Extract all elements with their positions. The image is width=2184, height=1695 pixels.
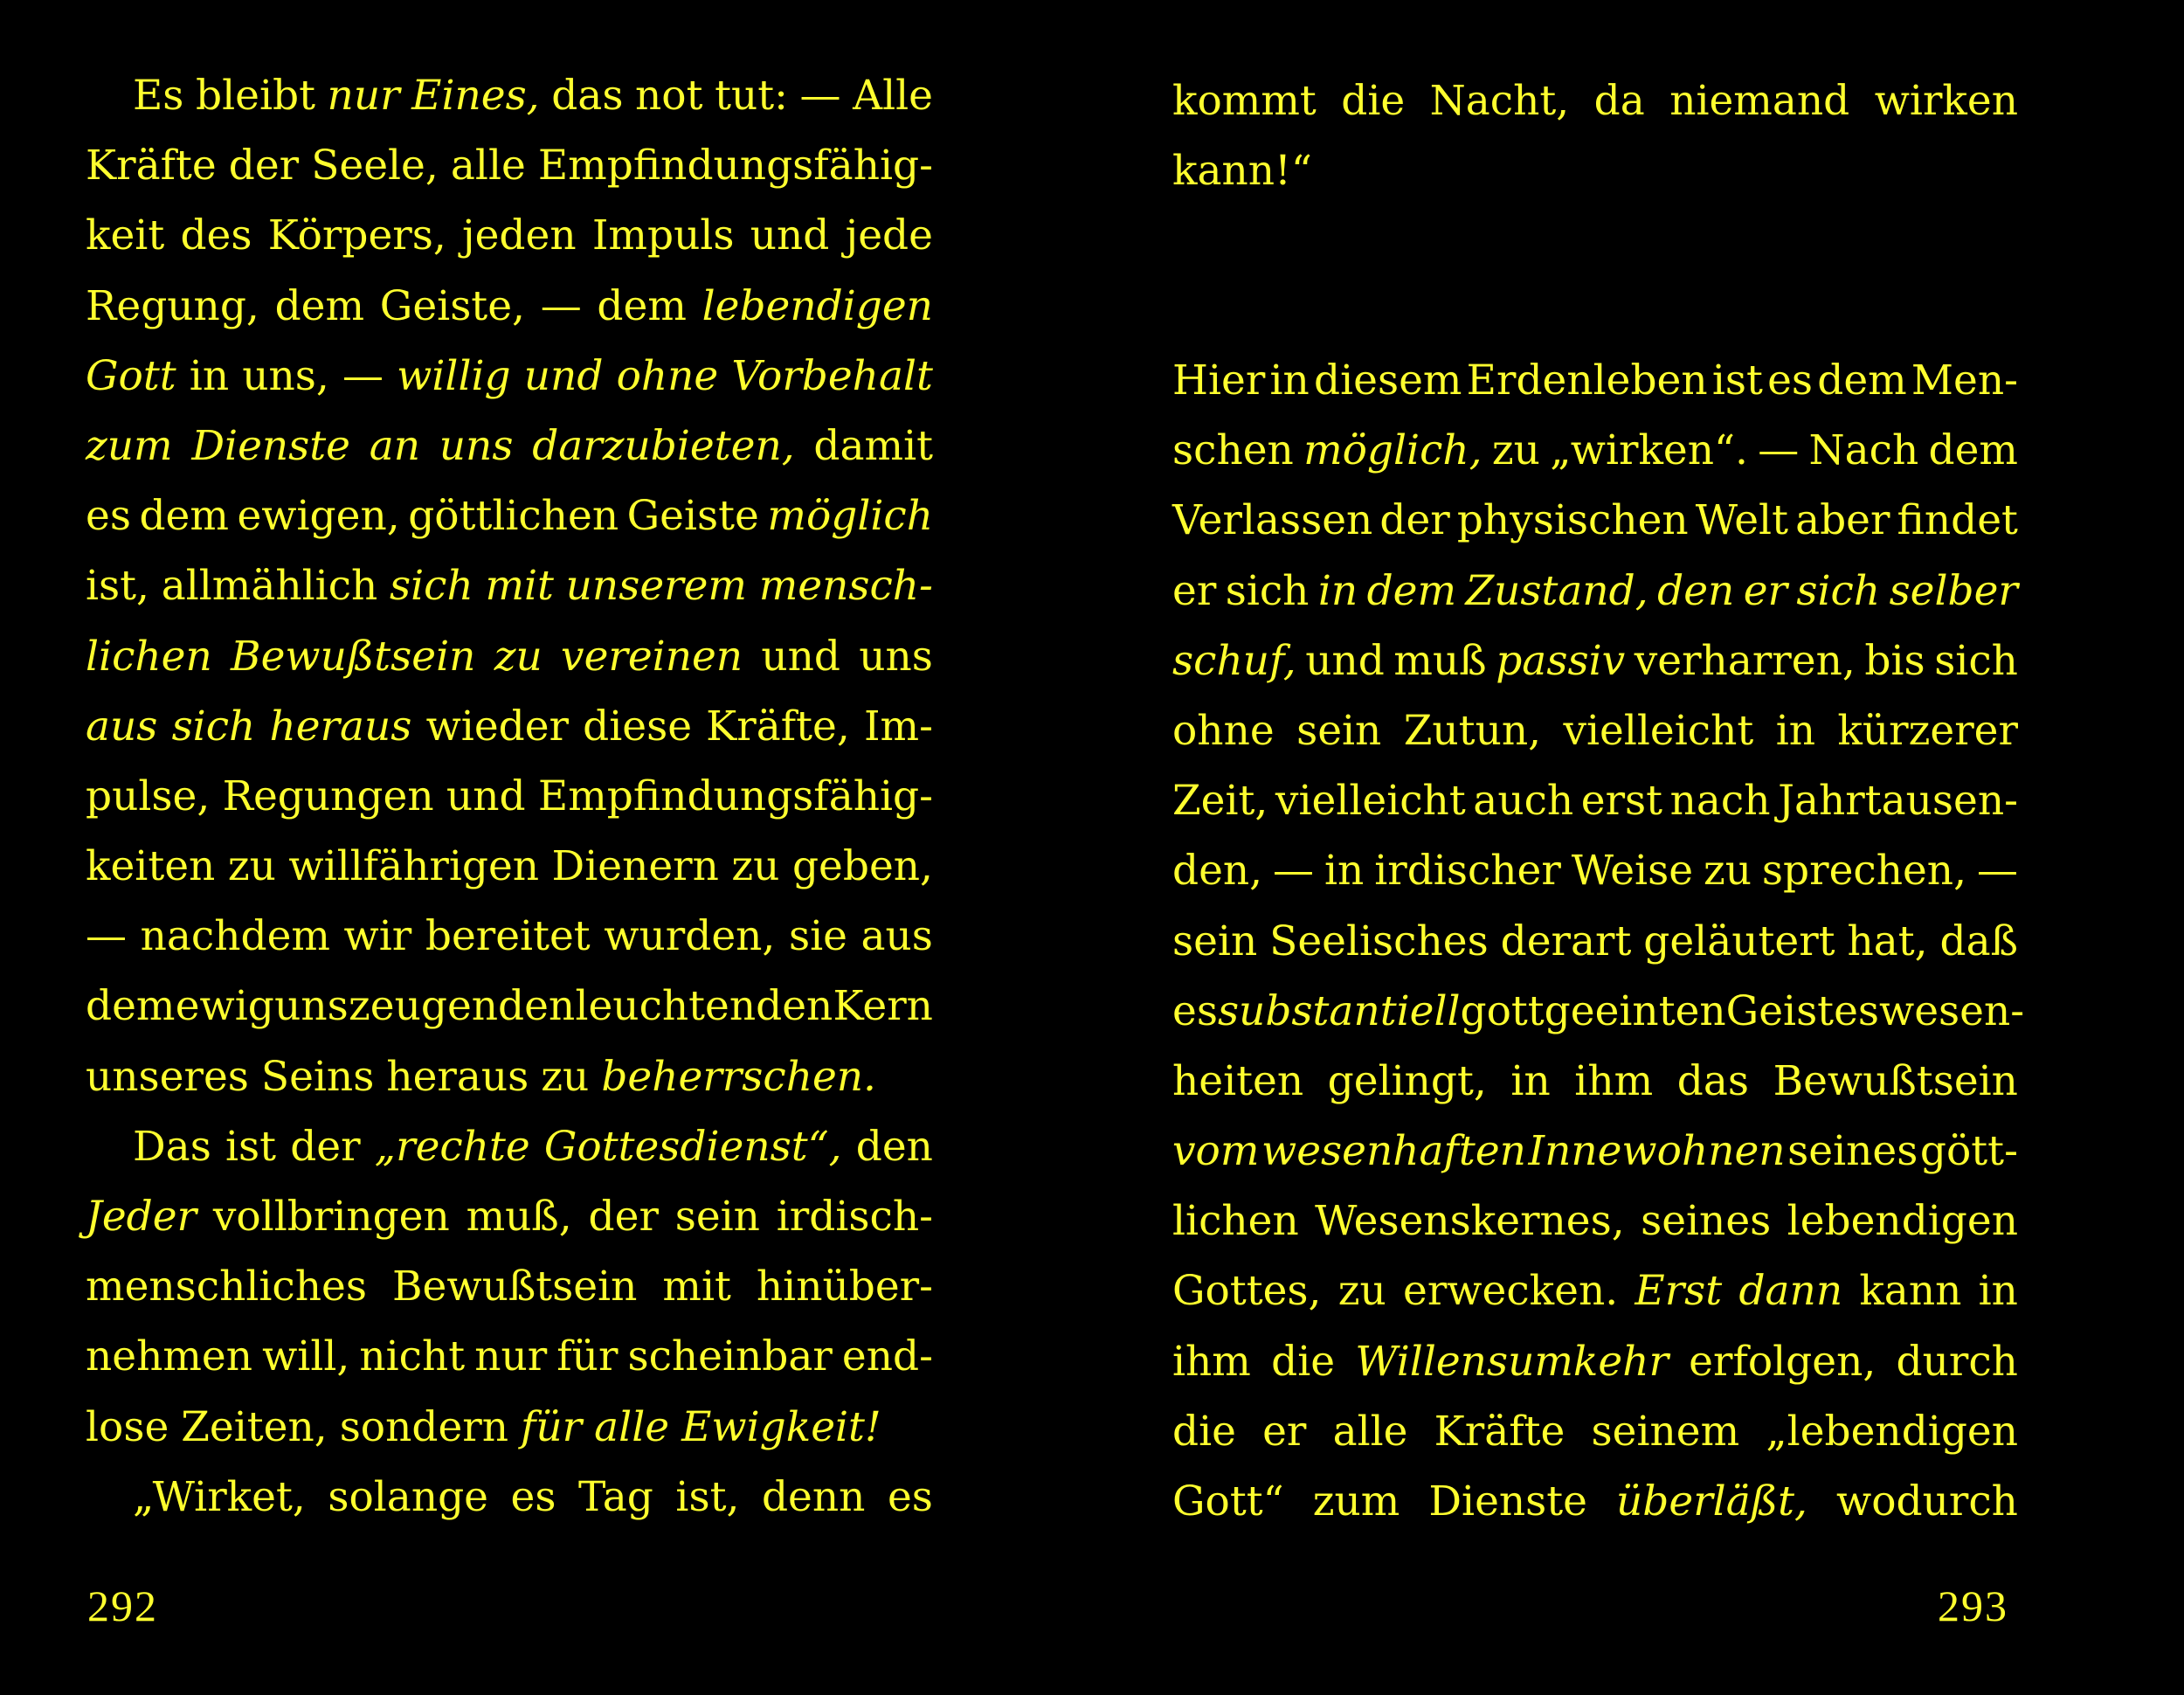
text-segment: es <box>887 1472 933 1521</box>
text-segment: Es <box>133 72 184 120</box>
text-segment: da <box>1593 77 1645 125</box>
text-segment: Dienste <box>1428 1477 1587 1526</box>
text-line <box>86 352 933 422</box>
text-segment: Körpers, <box>267 211 446 260</box>
text-segment: Bewußtsein <box>391 1263 638 1311</box>
text-segment: erst <box>1580 777 1663 826</box>
text-segment: denn <box>761 1472 866 1521</box>
text-segment: dem <box>274 281 365 330</box>
text-segment: Geiste <box>626 492 759 541</box>
text-segment: Welt <box>1695 496 1788 545</box>
text-segment: es <box>86 492 131 541</box>
text-segment: geben, <box>791 842 933 891</box>
text-segment: zu <box>1337 1267 1386 1316</box>
text-line <box>86 562 933 632</box>
text-segment: und <box>446 771 526 820</box>
text-line <box>1172 1408 2018 1477</box>
text-segment: derart <box>1500 917 1632 965</box>
text-segment: es <box>1767 356 1814 405</box>
text-segment: sein <box>1172 917 1258 965</box>
text-segment: wirken <box>1874 77 2018 125</box>
text-line <box>86 702 933 772</box>
text-segment: Kräfte <box>86 142 217 190</box>
text-segment: Zeiten, <box>181 1402 328 1451</box>
text-segment: Empfindungsfähig- <box>537 142 933 190</box>
italic-text: substantiell <box>1217 986 1461 1035</box>
italic-text: an <box>369 421 421 470</box>
text-segment: jeden <box>462 211 577 260</box>
text-segment: Men- <box>1911 356 2018 405</box>
text-segment: zeugenden <box>349 982 576 1031</box>
italic-text: schuf, <box>1172 636 1296 685</box>
text-segment: die <box>1341 77 1406 125</box>
italic-text: lebendigen <box>702 281 933 330</box>
text-segment: tut: <box>715 72 788 120</box>
italic-text: Jeder <box>86 1193 197 1241</box>
italic-text: Ewigkeit! <box>681 1402 881 1451</box>
text-segment: jede <box>845 211 933 260</box>
text-segment: mit <box>662 1263 731 1311</box>
text-line <box>86 492 933 562</box>
text-segment: geläutert <box>1643 917 1835 965</box>
text-segment: unseres <box>86 1052 249 1101</box>
text-segment: sondern <box>339 1402 509 1451</box>
text-segment: Jahrtausen- <box>1778 777 2018 826</box>
text-segment: willfährigen <box>288 842 540 891</box>
text-segment: Kräfte, <box>706 702 850 751</box>
text-line <box>1172 1338 2018 1408</box>
text-segment: zu <box>541 1052 590 1101</box>
text-line <box>86 422 933 492</box>
text-segment: ihm <box>1172 1337 1251 1386</box>
text-line <box>86 282 933 352</box>
text-segment: in <box>1269 356 1310 405</box>
text-segment: irdisch- <box>776 1193 933 1241</box>
italic-text: den <box>1657 566 1735 615</box>
text-segment: bis <box>1864 636 1925 685</box>
text-segment: kommt <box>1172 77 1317 125</box>
italic-text: vereinen <box>561 632 743 681</box>
text-segment: Im- <box>863 702 933 751</box>
italic-text: heraus <box>269 702 412 751</box>
text-line <box>1172 1057 2018 1127</box>
text-segment: — <box>342 351 384 400</box>
text-segment: Seins <box>260 1052 375 1101</box>
italic-text: lichen <box>86 632 212 681</box>
text-line <box>86 1053 933 1123</box>
text-line <box>86 1123 933 1193</box>
text-segment: wieder <box>425 702 570 751</box>
text-segment: hinüber- <box>756 1263 933 1311</box>
text-segment: vielleicht <box>1275 777 1466 826</box>
text-segment: das <box>1676 1056 1749 1105</box>
text-segment: auch <box>1473 777 1574 826</box>
text-segment: Seele, <box>311 142 439 190</box>
text-segment: — <box>799 72 841 120</box>
italic-text: sich <box>390 562 473 611</box>
italic-text: in <box>1317 566 1358 615</box>
text-line <box>1172 1127 2018 1197</box>
text-segment: nehmen <box>86 1332 253 1381</box>
text-segment: zu <box>1703 847 1752 896</box>
text-line <box>86 142 933 211</box>
italic-text: mit <box>485 562 554 611</box>
text-segment: ist, <box>675 1472 740 1521</box>
text-segment: nur <box>474 1332 548 1381</box>
text-line <box>1172 1267 2018 1337</box>
text-segment: und <box>761 632 840 681</box>
italic-text: zu <box>494 632 543 681</box>
text-segment: des <box>180 211 252 260</box>
italic-text: uns <box>439 421 514 470</box>
text-segment: wurden, <box>604 912 776 961</box>
text-segment: gottgeeinten <box>1460 986 1726 1035</box>
text-segment: physischen <box>1456 496 1689 545</box>
text-segment: dem <box>1928 426 2018 475</box>
text-segment: Nacht, <box>1429 77 1570 125</box>
text-segment: muß, <box>466 1193 572 1241</box>
italic-text: selber <box>1889 566 2018 615</box>
text-segment: uns <box>859 632 933 681</box>
text-segment: er <box>1262 1407 1307 1456</box>
text-segment: ewig <box>175 982 274 1031</box>
text-line <box>1172 426 2018 496</box>
text-line <box>1172 567 2018 637</box>
italic-text: ohne <box>616 351 719 400</box>
text-segment: Gott“ <box>1172 1477 1284 1526</box>
text-line <box>86 912 933 982</box>
text-line <box>1172 707 2018 777</box>
text-segment: Hier <box>1172 356 1266 405</box>
text-segment: Alle <box>853 72 933 120</box>
text-segment: Regungen <box>222 771 434 820</box>
text-segment: — <box>1976 847 2018 896</box>
text-segment: sich <box>1934 636 2018 685</box>
text-segment: Erdenleben <box>1466 356 1708 405</box>
text-segment: nicht <box>359 1332 466 1381</box>
text-line <box>86 1473 933 1543</box>
text-line <box>1172 356 2018 426</box>
text-segment: seines <box>1641 1197 1772 1246</box>
text-segment: irdischer <box>1374 847 1561 896</box>
text-line <box>1172 637 2018 707</box>
text-segment: leuchtenden <box>575 982 833 1031</box>
text-segment: verharren, <box>1634 636 1856 685</box>
text-segment: Geiste, <box>379 281 525 330</box>
text-segment: damit <box>813 421 933 470</box>
right-page-text-top <box>1172 77 2018 217</box>
text-segment: muß <box>1393 636 1487 685</box>
text-segment: lichen <box>1172 1197 1299 1246</box>
text-segment: das <box>551 72 624 120</box>
text-segment: seines <box>1787 1127 1918 1176</box>
text-segment: in <box>1510 1056 1551 1105</box>
text-segment: nach <box>1669 777 1771 826</box>
text-segment: Zutun, <box>1403 706 1542 755</box>
text-segment: heraus <box>386 1052 529 1101</box>
italic-text: unserem <box>565 562 747 611</box>
italic-text: und <box>523 351 604 400</box>
text-segment: — <box>540 281 582 330</box>
text-segment: vielleicht <box>1563 706 1754 755</box>
text-segment: Empfindungsfähig- <box>537 771 933 820</box>
text-line <box>86 211 933 281</box>
text-segment: ihm <box>1574 1056 1654 1105</box>
text-segment: — <box>1273 847 1315 896</box>
text-segment: Gottes, <box>1172 1267 1322 1316</box>
text-line <box>1172 77 2018 147</box>
text-segment: sich <box>1225 566 1310 615</box>
text-segment: Das <box>133 1122 211 1171</box>
text-segment: durch <box>1896 1337 2018 1386</box>
italic-text: für <box>521 1402 583 1451</box>
italic-text: überläßt, <box>1616 1477 1807 1526</box>
italic-text: sich <box>171 702 256 751</box>
text-segment: dem <box>597 281 687 330</box>
text-segment: erwecken. <box>1403 1267 1619 1316</box>
text-segment: dem <box>86 982 176 1031</box>
italic-text: dann <box>1738 1267 1843 1316</box>
text-segment: und <box>1305 636 1385 685</box>
text-segment: sie <box>788 912 847 961</box>
text-segment: vollbringen <box>212 1193 450 1241</box>
text-line <box>86 1403 933 1473</box>
text-segment: ewigen, <box>237 492 400 541</box>
text-segment: hat, <box>1847 917 1928 965</box>
text-segment: er <box>1172 566 1217 615</box>
text-segment: Zeit, <box>1172 777 1268 826</box>
italic-text: Gottesdienst“, <box>543 1122 842 1171</box>
text-line <box>86 842 933 912</box>
text-segment: Seelisches <box>1269 917 1489 965</box>
text-segment: der <box>1379 496 1450 545</box>
text-segment: Tag <box>578 1472 653 1521</box>
italic-text: Zustand, <box>1465 566 1648 615</box>
left-page-number: 292 <box>87 1581 158 1630</box>
text-segment: solange <box>328 1472 488 1521</box>
italic-text: dem <box>1366 566 1457 615</box>
italic-text: sich <box>1796 566 1881 615</box>
text-segment: not <box>635 72 703 120</box>
text-segment: wir <box>343 912 412 961</box>
text-segment: alle <box>1332 1407 1408 1456</box>
right-page-number: 293 <box>1938 1581 2008 1630</box>
text-segment: daß <box>1939 917 2018 965</box>
text-segment: Impuls <box>591 211 735 260</box>
text-segment: diesem <box>1314 356 1462 405</box>
text-segment: ist <box>1711 356 1763 405</box>
text-line <box>86 72 933 142</box>
text-segment: Kräfte <box>1434 1407 1565 1456</box>
italic-text: passiv <box>1496 636 1626 685</box>
text-line <box>86 633 933 702</box>
text-segment: der <box>290 1122 361 1171</box>
text-segment: zu <box>1491 426 1540 475</box>
text-segment: der <box>588 1193 659 1241</box>
text-segment: lebendigen <box>1787 1197 2018 1246</box>
text-segment: „wirken“. <box>1550 426 1748 475</box>
text-segment: Regung, <box>86 281 259 330</box>
text-segment: dem <box>1817 356 1907 405</box>
text-segment: den, <box>1172 847 1263 896</box>
text-line <box>86 772 933 842</box>
italic-text: „rechte <box>374 1122 530 1171</box>
text-segment: aus <box>860 912 933 961</box>
text-segment: Nach <box>1808 426 1919 475</box>
left-page-text <box>86 72 933 1543</box>
text-segment: Dienern <box>551 842 719 891</box>
italic-text: er <box>1743 566 1787 615</box>
text-segment: wodurch <box>1836 1477 2018 1526</box>
text-segment: schen <box>1172 426 1294 475</box>
italic-text: Willensumkehr <box>1355 1337 1669 1386</box>
text-line <box>86 1193 933 1263</box>
italic-text: darzubieten, <box>532 421 795 470</box>
text-segment: es <box>510 1472 556 1521</box>
text-segment: gelingt, <box>1327 1056 1487 1105</box>
text-segment: Weise <box>1571 847 1694 896</box>
text-segment: uns, <box>242 351 329 400</box>
text-segment: alle <box>450 142 526 190</box>
italic-text: mensch- <box>758 562 933 611</box>
italic-text: Erst <box>1635 1267 1723 1316</box>
text-segment: und <box>750 211 830 260</box>
left-page <box>86 0 933 1695</box>
text-segment: zu <box>731 842 780 891</box>
text-segment: ist <box>225 1122 277 1171</box>
text-segment: bereitet <box>425 912 591 961</box>
right-page-text-main <box>1172 356 2025 1547</box>
text-line <box>1172 847 2018 917</box>
text-segment: keit <box>86 211 165 260</box>
text-segment: zum <box>1312 1477 1400 1526</box>
text-segment: — <box>86 912 127 961</box>
text-segment: Geisteswesen- <box>1725 986 2025 1035</box>
text-line <box>1172 147 2018 217</box>
italic-text: nur <box>327 72 400 120</box>
text-segment: bleibt <box>196 72 315 120</box>
text-segment: Bewußtsein <box>1773 1056 2018 1105</box>
text-segment: end- <box>841 1332 933 1381</box>
text-segment: keiten <box>86 842 216 891</box>
text-segment: die <box>1271 1337 1336 1386</box>
text-segment: nachdem <box>140 912 330 961</box>
text-line <box>1172 1197 2018 1267</box>
text-segment: sein <box>1296 706 1382 755</box>
text-segment: lose <box>86 1402 169 1451</box>
italic-text: möglich <box>767 492 933 541</box>
text-segment: seinem <box>1591 1407 1740 1456</box>
text-segment: der <box>228 142 300 190</box>
text-segment: in <box>189 351 230 400</box>
text-segment: Kern <box>833 982 933 1031</box>
italic-text: Gott <box>86 351 176 400</box>
right-page <box>1172 0 2025 1695</box>
text-segment: göttlichen <box>408 492 619 541</box>
text-segment: es <box>1172 986 1218 1035</box>
text-segment: den <box>855 1122 933 1171</box>
italic-text: möglich, <box>1303 426 1482 475</box>
text-segment: findet <box>1897 496 2018 545</box>
text-segment: dem <box>139 492 229 541</box>
text-segment: scheinbar <box>627 1332 833 1381</box>
text-segment: in <box>1775 706 1815 755</box>
italic-text: Innewohnen <box>1528 1127 1786 1176</box>
text-segment: allmählich <box>161 562 378 611</box>
text-line <box>1172 917 2018 987</box>
text-segment: — <box>1758 426 1800 475</box>
text-segment: heiten <box>1172 1056 1304 1105</box>
italic-text: Eines, <box>411 72 540 120</box>
text-segment: diese <box>583 702 693 751</box>
text-segment: uns <box>274 982 349 1031</box>
italic-text: vom <box>1172 1127 1260 1176</box>
text-segment: erfolgen, <box>1689 1337 1876 1386</box>
text-segment: Verlassen <box>1172 496 1373 545</box>
text-segment: pulse, <box>86 771 211 820</box>
italic-text: wesenhaften <box>1261 1127 1526 1176</box>
text-line <box>86 1332 933 1402</box>
italic-text: Vorbehalt <box>731 351 933 400</box>
italic-text: zum <box>86 421 173 470</box>
italic-text: aus <box>86 702 158 751</box>
text-segment: sein <box>674 1193 760 1241</box>
text-segment: will, <box>262 1332 350 1381</box>
text-segment: sprechen, <box>1761 847 1967 896</box>
text-segment: für <box>556 1332 619 1381</box>
text-line <box>1172 1477 2018 1547</box>
text-line <box>86 1263 933 1332</box>
text-segment: in <box>1324 847 1365 896</box>
italic-text: Bewußtsein <box>231 632 476 681</box>
text-segment: „lebendigen <box>1766 1407 2018 1456</box>
text-segment: zu <box>227 842 276 891</box>
text-segment: in <box>1978 1267 2018 1316</box>
italic-text: Dienste <box>191 421 350 470</box>
text-line <box>1172 986 2025 1057</box>
text-segment: aber <box>1795 496 1890 545</box>
text-segment: ohne <box>1172 706 1275 755</box>
italic-text: beherrschen. <box>601 1052 877 1101</box>
text-segment: kann!“ <box>1172 147 1312 196</box>
text-segment: ist, <box>86 562 149 611</box>
text-segment: menschliches <box>86 1263 367 1311</box>
text-line <box>86 982 933 1052</box>
text-line <box>1172 496 2018 566</box>
text-segment: gött- <box>1919 1127 2018 1176</box>
text-segment: niemand <box>1669 77 1850 125</box>
text-line <box>1172 777 2018 847</box>
text-segment: kürzerer <box>1837 706 2018 755</box>
italic-text: alle <box>594 1402 670 1451</box>
text-segment: kann <box>1859 1267 1962 1316</box>
text-segment: „Wirket, <box>133 1472 306 1521</box>
text-segment: die <box>1172 1407 1236 1456</box>
text-segment: Wesenskernes, <box>1315 1197 1625 1246</box>
italic-text: willig <box>397 351 511 400</box>
